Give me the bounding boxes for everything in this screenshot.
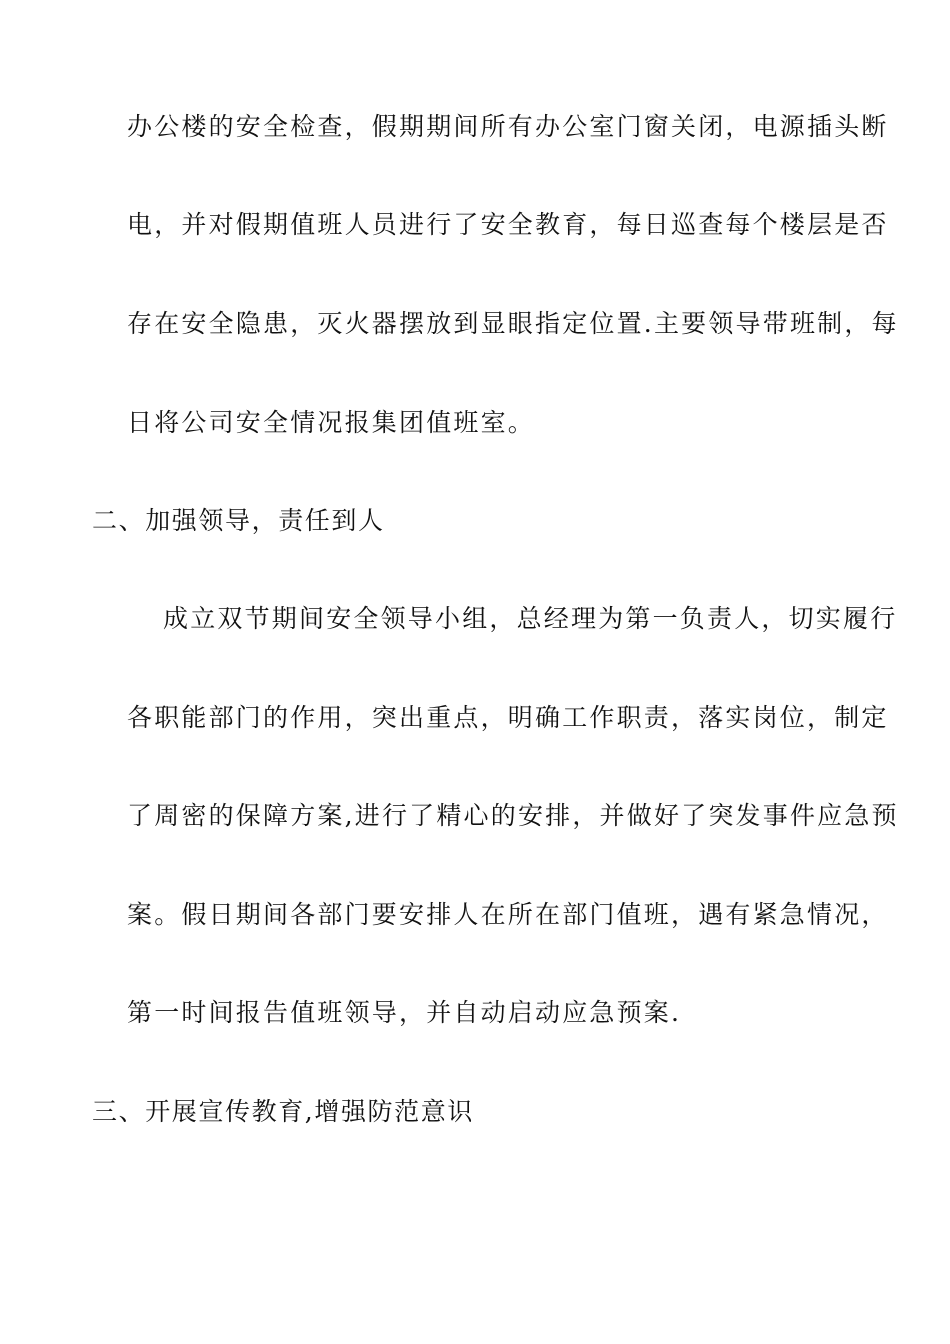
- section-heading-3: 三、开展宣传教育,增强防范意识: [92, 1097, 474, 1126]
- section-heading-2: 二、加强领导，责任到人: [92, 506, 385, 535]
- paragraph-2-line-2: 各职能部门的作用，突出重点，明确工作职责，落实岗位，制定: [127, 703, 889, 732]
- paragraph-1-line-3: 存在安全隐患，灭火器摆放到显眼指定位置.主要领导带班制，每: [127, 309, 899, 338]
- paragraph-2-line-1: 成立双节期间安全领导小组，总经理为第一负责人，切实履行: [163, 604, 898, 633]
- paragraph-1-line-2: 电，并对假期值班人员进行了安全教育，每日巡查每个楼层是否: [127, 210, 889, 239]
- paragraph-2-line-3: 了周密的保障方案,进行了精心的安排，并做好了突发事件应急预: [127, 801, 899, 830]
- paragraph-2-line-4: 案。假日期间各部门要安排人在所在部门值班，遇有紧急情况，: [127, 900, 889, 929]
- paragraph-2-line-5: 第一时间报告值班领导，并自动启动应急预案.: [127, 998, 682, 1027]
- paragraph-1-line-1: 办公楼的安全检查，假期期间所有办公室门窗关闭，电源插头断: [127, 112, 889, 141]
- paragraph-1-line-4: 日将公司安全情况报集团值班室。: [127, 408, 536, 437]
